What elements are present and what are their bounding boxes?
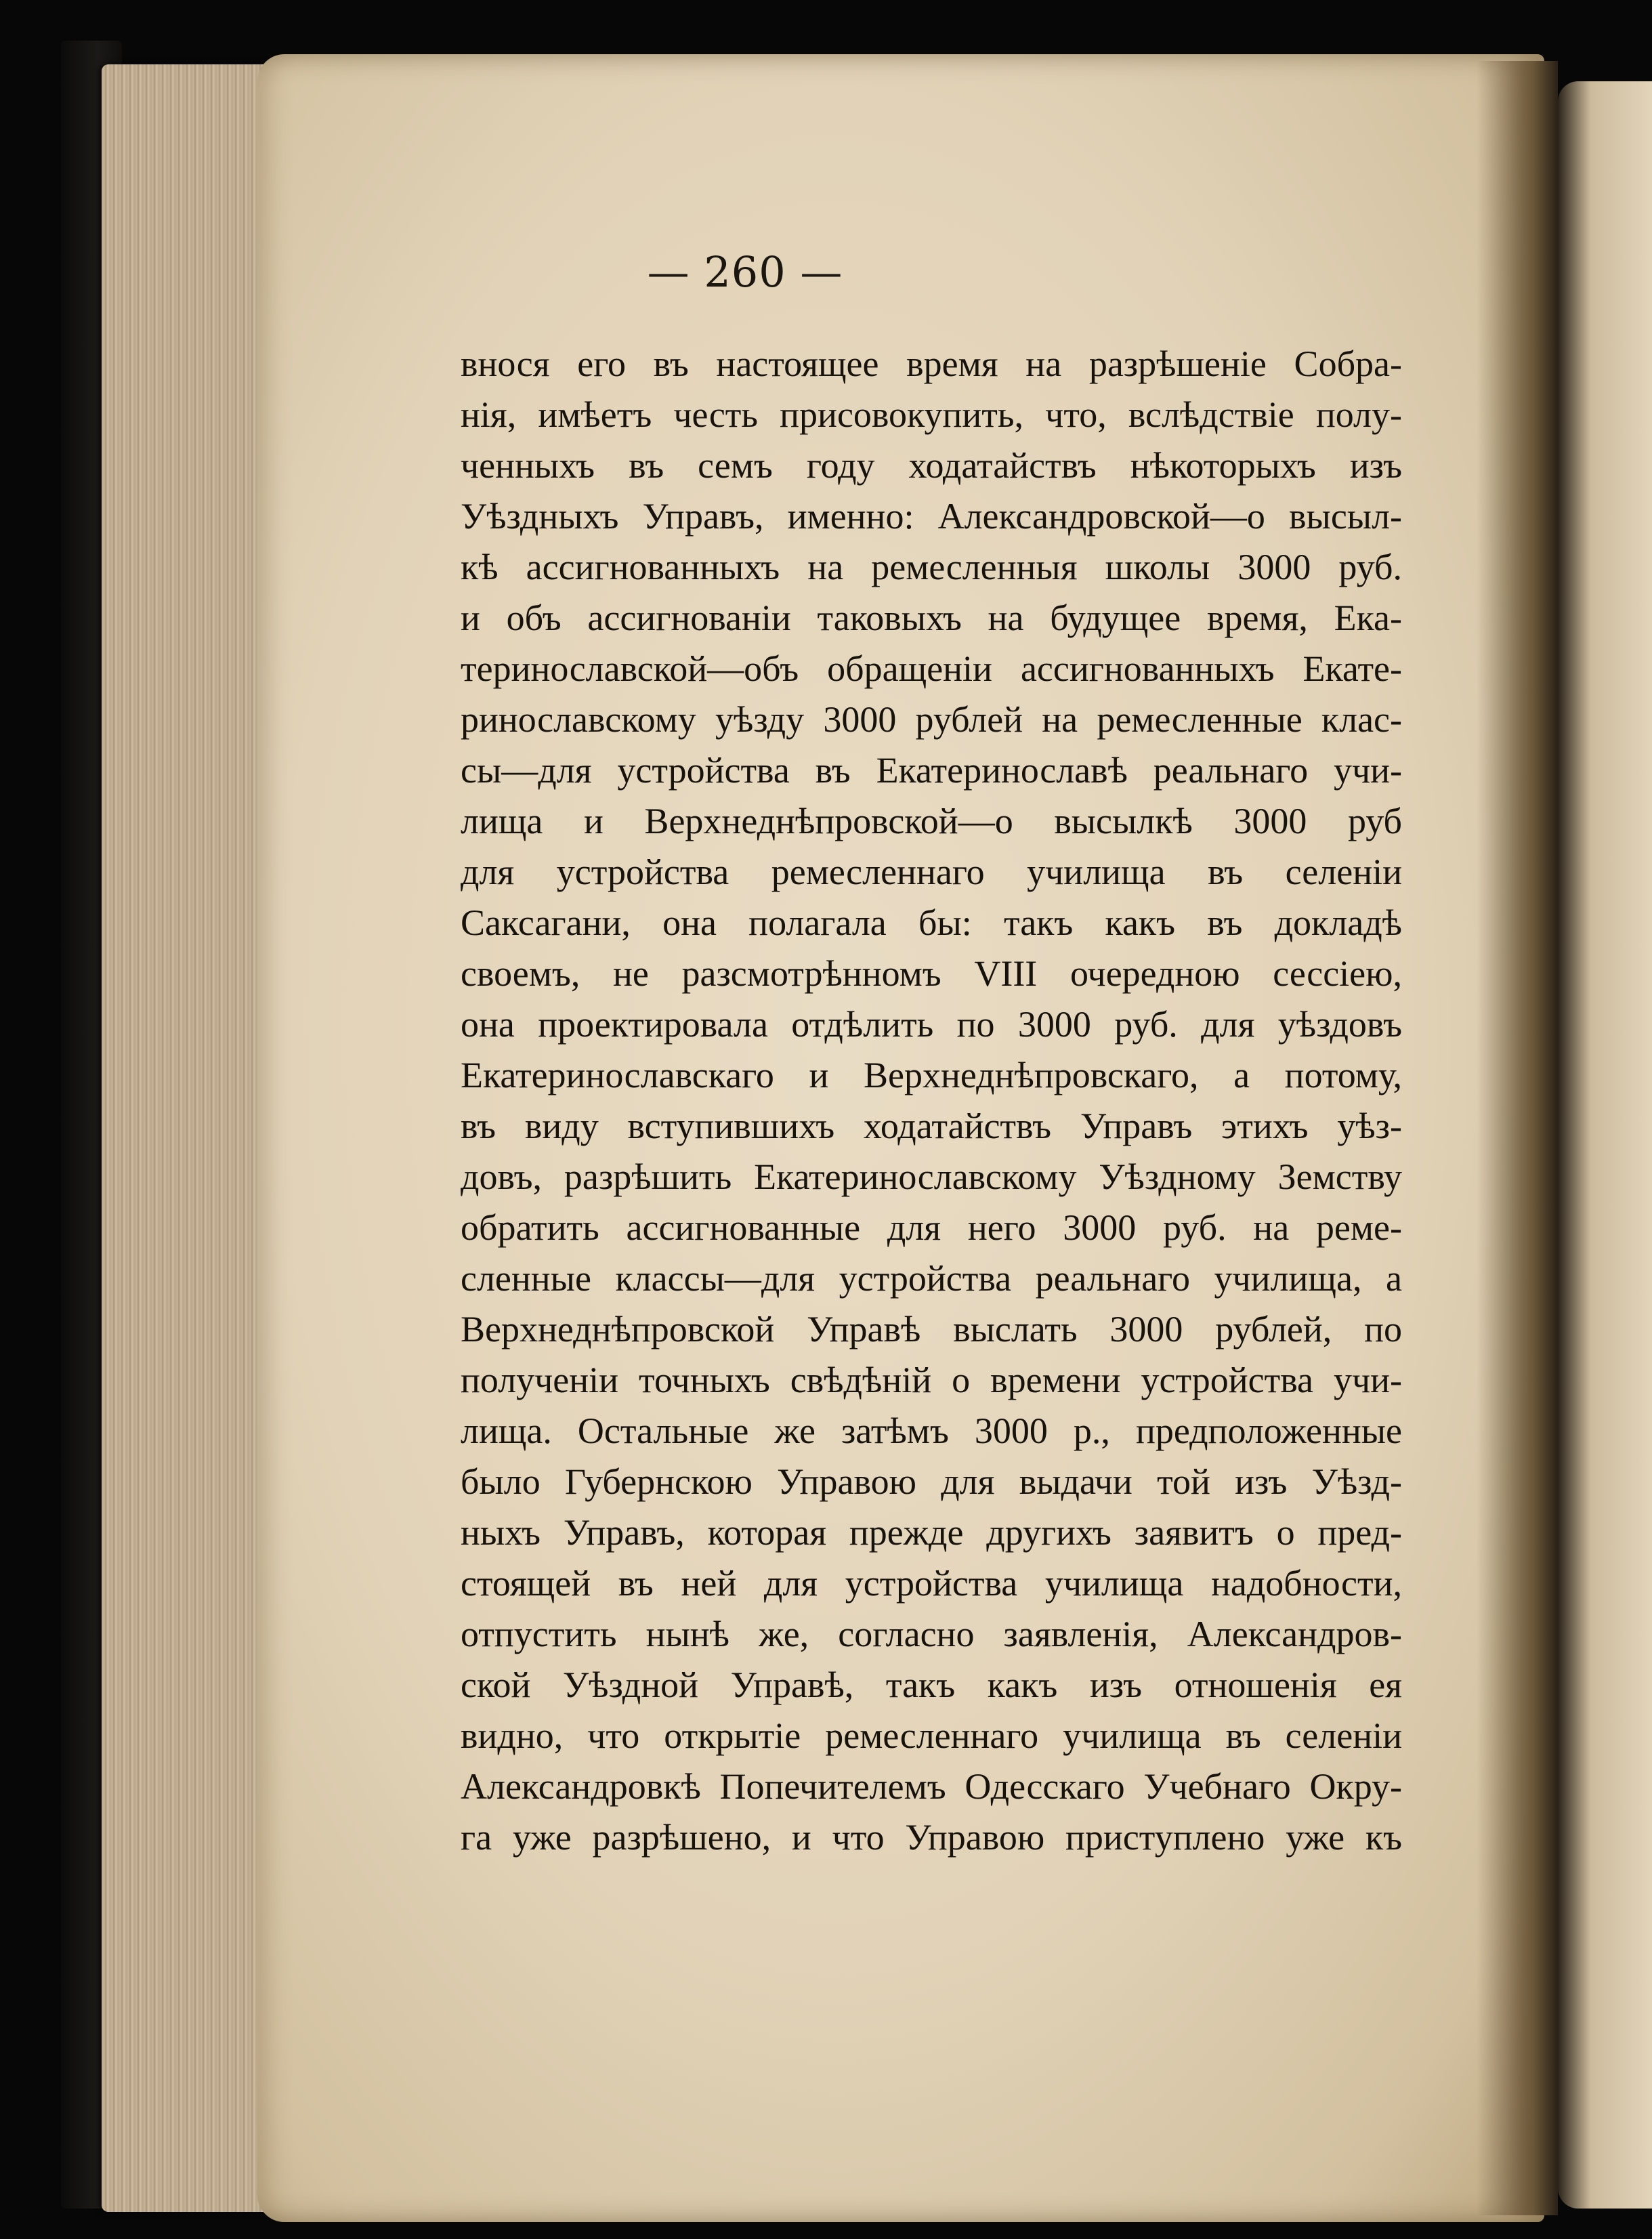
text-line: она проектировала отдѣлить по 3000 руб. для уѣздовъ bbox=[461, 1004, 1402, 1045]
text-line: довъ, разрѣшить Екатеринославскому Уѣздному Земству bbox=[461, 1156, 1402, 1197]
text-line: Саксагани, она полагала бы: такъ какъ въ докладѣ bbox=[461, 902, 1402, 943]
text-line: Верхнеднѣпровской Управѣ выслать 3000 рублей, по bbox=[461, 1309, 1402, 1349]
text-line: полученіи точныхъ свѣдѣній о времени устройства учи- bbox=[461, 1360, 1402, 1400]
body-text bbox=[461, 339, 1402, 1863]
text-line: для устройства ремесленнаго училища въ селеніи bbox=[461, 852, 1402, 892]
text-line: внося его въ настоящее время на разрѣшеніе Собра- bbox=[461, 343, 1402, 384]
text-line: га уже разрѣшено, и что Управою приступлено уже къ bbox=[461, 1817, 1402, 1858]
text-line: сы—для устройства въ Екатеринославѣ реальнаго учи- bbox=[461, 750, 1402, 791]
spine-gutter bbox=[1477, 61, 1558, 2215]
facing-page-edge bbox=[1558, 81, 1652, 2209]
text-line: въ виду вступившихъ ходатайствъ Управъ этихъ уѣз- bbox=[461, 1106, 1402, 1146]
text-line: теринославской—объ обращеніи ассигнованныхъ Екате- bbox=[461, 648, 1402, 689]
text-line: ской Уѣздной Управѣ, такъ какъ изъ отношенія ея bbox=[461, 1665, 1402, 1705]
text-line: Уѣздныхъ Управъ, именно: Александровской—о высыл- bbox=[461, 496, 1402, 537]
text-line: стоящей въ ней для устройства училища надобности, bbox=[461, 1563, 1402, 1604]
text-line: обратить ассигнованные для него 3000 руб. на реме- bbox=[461, 1207, 1402, 1248]
text-line: Екатеринославскаго и Верхнеднѣпровскаго, а потому, bbox=[461, 1055, 1402, 1095]
text-line: лища. Остальные же затѣмъ 3000 р., предположенные bbox=[461, 1410, 1402, 1451]
text-line: видно, что открытіе ремесленнаго училища въ селеніи bbox=[461, 1715, 1402, 1756]
text-line: и объ ассигнованіи таковыхъ на будущее время, Ека- bbox=[461, 598, 1402, 638]
text-line: сленные классы—для устройства реальнаго училища, а bbox=[461, 1258, 1402, 1299]
text-line: своемъ, не разсмотрѣнномъ VIII очередною сессіею, bbox=[461, 953, 1402, 994]
text-line: ринославскому уѣзду 3000 рублей на ремесленные клас- bbox=[461, 699, 1402, 740]
text-line: ныхъ Управъ, которая прежде другихъ заявитъ о пред- bbox=[461, 1512, 1402, 1553]
text-line: кѣ ассигнованныхъ на ремесленныя школы 3000 руб. bbox=[461, 547, 1402, 587]
text-line: лища и Верхнеднѣпровской—о высылкѣ 3000 руб bbox=[461, 801, 1402, 841]
text-line: ченныхъ въ семъ году ходатайствъ нѣкоторыхъ изъ bbox=[461, 445, 1402, 486]
text-line: было Губернскою Управою для выдачи той изъ Уѣзд- bbox=[461, 1461, 1402, 1502]
text-line: отпустить нынѣ же, согласно заявленія, Александров- bbox=[461, 1614, 1402, 1654]
text-line: Александровкѣ Попечителемъ Одесскаго Учебнаго Окру- bbox=[461, 1766, 1402, 1807]
text-line: нія, имѣетъ честь присовокупить, что, вслѣдствіе полу- bbox=[461, 394, 1402, 435]
page-number: — 260 — bbox=[647, 247, 843, 297]
